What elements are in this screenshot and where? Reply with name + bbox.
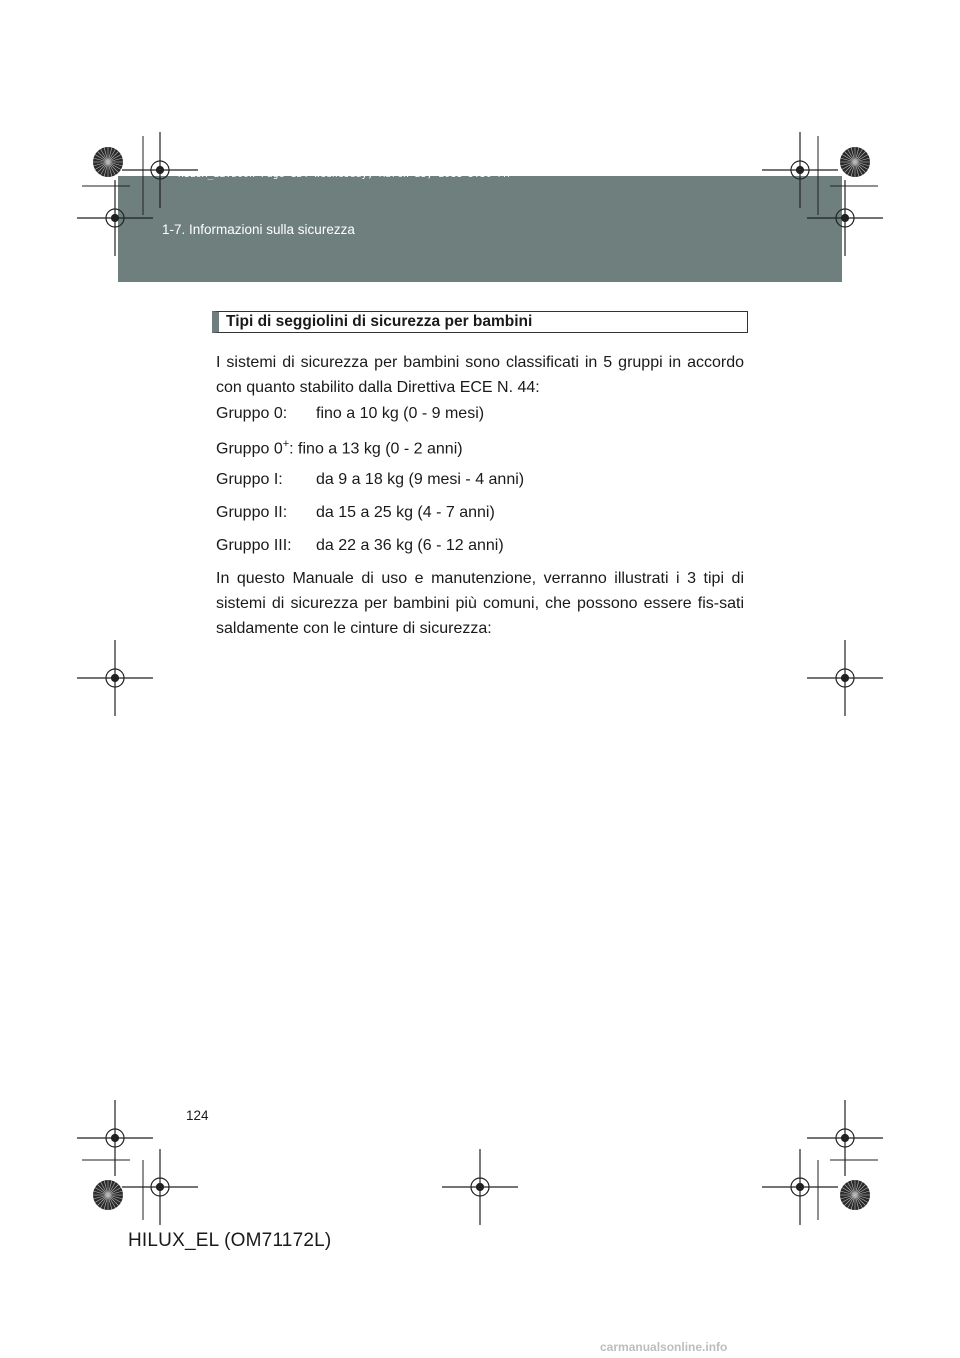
crop-lines <box>82 136 878 1220</box>
sunburst-marks <box>93 147 870 1210</box>
sunburst-mark <box>840 147 870 177</box>
group-value: da 22 a 36 kg (6 - 12 anni) <box>316 537 504 554</box>
group-label-text: Gruppo 0 <box>216 440 283 458</box>
page-number: 124 <box>186 1108 209 1123</box>
group-value: da 15 a 25 kg (4 - 7 anni) <box>316 504 495 521</box>
outro-paragraph: In questo Manuale di uso e manutenzione, verranno illustrati i 3 tipi di sistemi di sicurezza per bambini più comuni, che possono essere fis-sati saldamente con le cinture di sicurezza: <box>216 570 744 637</box>
section-title: 1-7. Informazioni sulla sicurezza <box>162 222 355 237</box>
group-value: fino a 13 kg (0 - 2 anni) <box>298 440 463 458</box>
watermark: carmanualsonline.info <box>600 1340 728 1354</box>
registration-mark <box>762 132 838 208</box>
registration-mark <box>807 640 883 716</box>
registration-mark <box>77 640 153 716</box>
group-label: Gruppo III: <box>216 537 292 554</box>
document-code: HILUX_EL (OM71172L) <box>128 1230 332 1251</box>
group-value: da 9 a 18 kg (9 mesi - 4 anni) <box>316 471 525 488</box>
group-label: Gruppo 0: <box>216 405 288 422</box>
print-stamp: HILUX_EL.book Page 124 Wednesday, March 23, 2011 3:30 PM <box>178 169 510 180</box>
registration-mark <box>762 1149 838 1225</box>
registration-mark <box>77 1100 153 1176</box>
registration-mark <box>122 132 198 208</box>
group-label: Gruppo 0+: <box>216 438 299 458</box>
registration-mark <box>77 180 153 256</box>
intro-paragraph: I sistemi di sicurezza per bambini sono classificati in 5 gruppi in accordo con quanto stabilito dalla Direttiva ECE N. 44: <box>216 354 744 396</box>
group-value: fino a 10 kg (0 - 9 mesi) <box>316 405 485 422</box>
registration-mark <box>122 1149 198 1225</box>
registration-mark <box>442 1149 518 1225</box>
group-label-sup: + <box>282 438 290 450</box>
group-label: Gruppo I: <box>216 471 283 488</box>
sunburst-mark <box>840 1180 870 1210</box>
sunburst-mark <box>93 1180 123 1210</box>
section-heading: Tipi di seggiolini di sicurezza per bambini <box>212 311 748 333</box>
group-label: Gruppo II: <box>216 504 288 521</box>
registration-marks <box>77 132 883 1225</box>
sunburst-mark <box>93 147 123 177</box>
